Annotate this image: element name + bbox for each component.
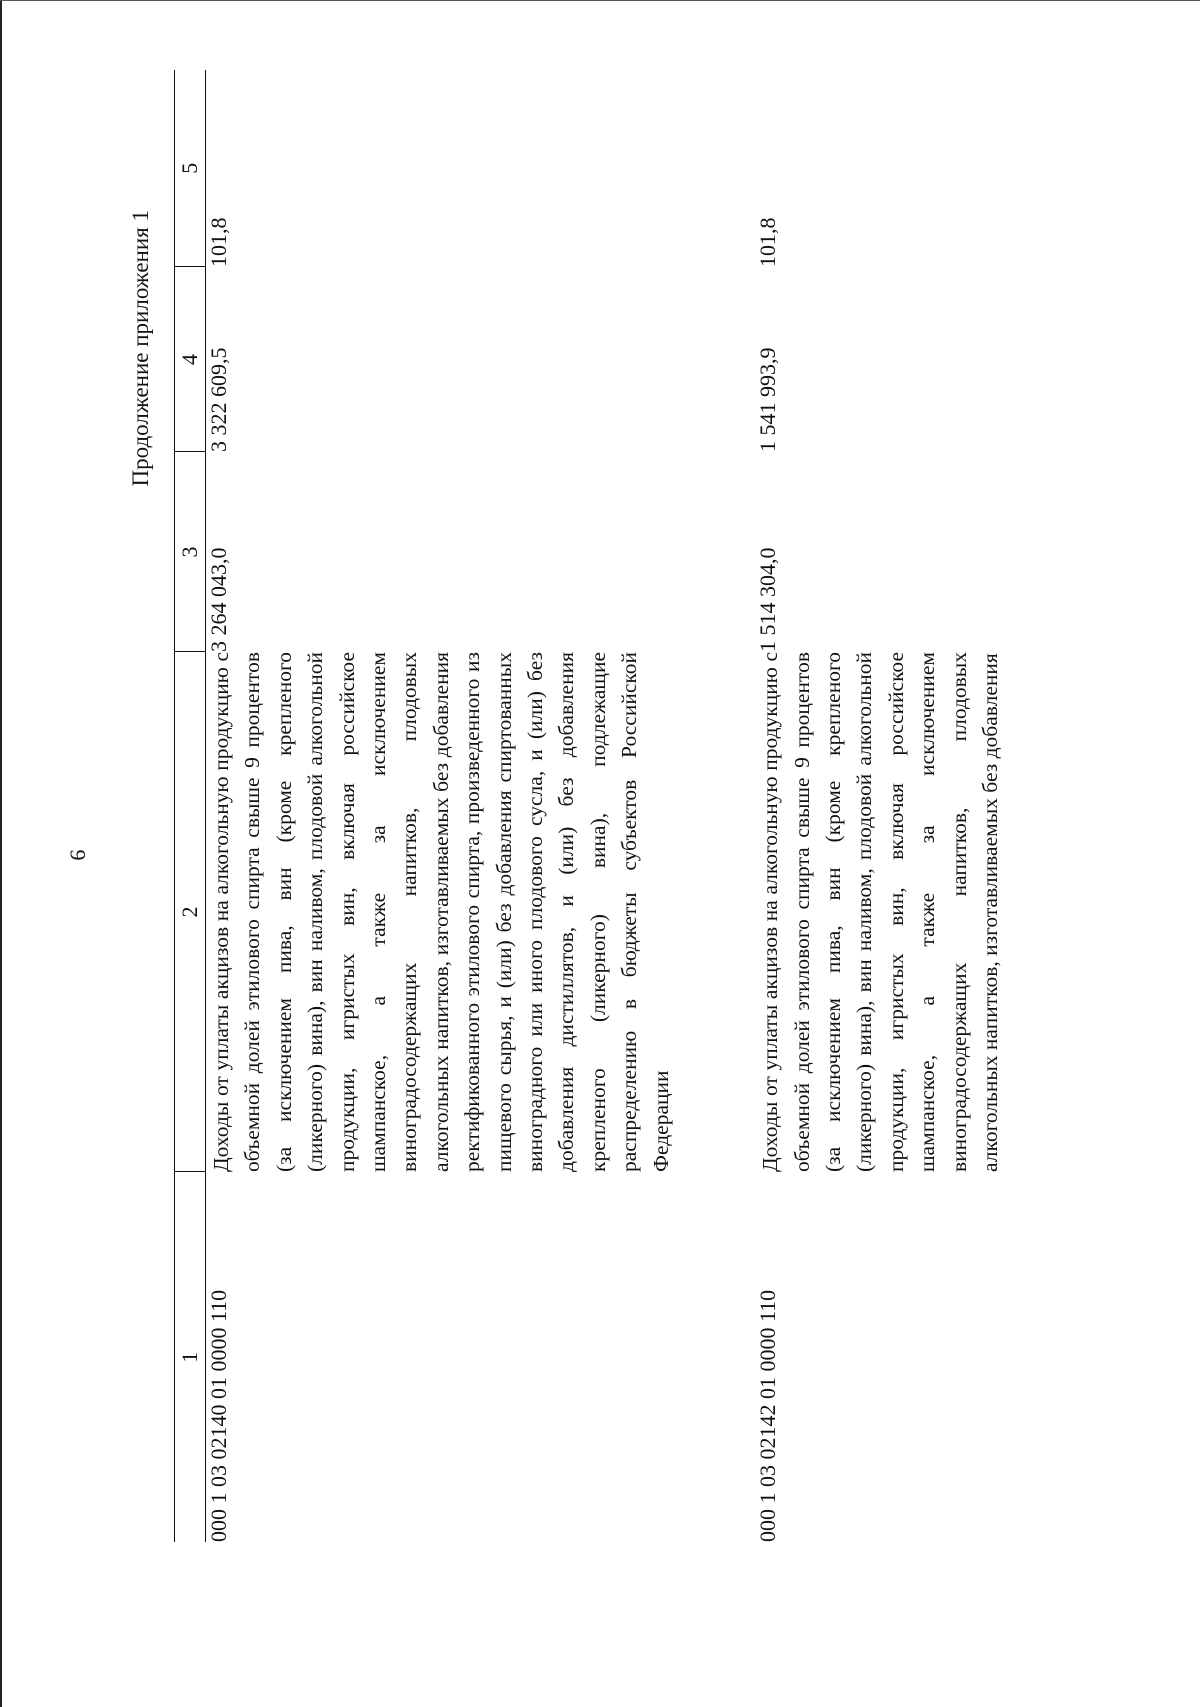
table-header-row: [175, 70, 206, 1542]
budget-code: 000 1 03 02142 01 0000 110: [755, 1289, 781, 1542]
row-spacer: [677, 70, 755, 1542]
value-col-4: 1 541 993,9: [755, 347, 781, 452]
value-col-3: 3 264 043,0: [206, 547, 231, 652]
appendix-caption: Продолжение приложения 1: [128, 210, 153, 487]
scan-edge-left: [0, 0, 2, 1707]
row-description-cell: [206, 652, 678, 1172]
value-col-4: 3 322 609,5: [206, 347, 231, 452]
budget-table: [174, 70, 1002, 1542]
header-col-5: 5: [175, 70, 206, 267]
header-col-3: 3: [175, 452, 206, 652]
value-col-3: 1 514 304,0: [755, 547, 781, 652]
header-col-4: 4: [175, 267, 206, 452]
budget-code: 000 1 03 02140 01 0000 110: [206, 1289, 231, 1542]
document-sheet: [128, 80, 1128, 1620]
page-number: 9: [65, 849, 91, 861]
value-col-5: 101,8: [206, 217, 231, 267]
header-col-2: 2: [175, 652, 206, 1172]
row-description: Доходы от уплаты акцизов на алкогольную продукцию с объемной долей этилового спирта свыше 9 процентов (за исключением пива, вин (кроме крепленого (ликерного) вина), вин наливом, плодовой алкогольной продукции, игристых вин, включая российское шампанское, а также за исключением виноградосодержащих напитков, плодовых алкогольных напитков, изготавливаемых без добавления: [758, 652, 1002, 1172]
header-col-1: 1: [175, 1172, 206, 1542]
row-description: Доходы от уплаты акцизов на алкогольную продукцию с объемной долей этилового спирта свыше 9 процентов (за исключением пива, вин (кроме крепленого (ликерного) вина), вин наливом, плодовой алкогольной продукции, игристых вин, включая российское шампанское, а также за исключением виноградосодержащих напитков, плодовых алкогольных напитков, изготавливаемых без добавления ректификованного этилового спирта, произведенного из пищевого сырья, и (или) без добавления спиртованных виноградного или иного плодового сусла, и (или) без добавления дистиллятов, и (или) без добавления крепленого (ликерного) вина), подлежащие распределению в бюджеты субъектов Российской Федерации: [209, 652, 673, 1172]
scan-edge-top: [0, 0, 1200, 1]
value-col-5: 101,8: [755, 217, 781, 267]
table-row: [755, 70, 973, 1542]
row-description-cell: [755, 652, 1002, 1172]
table-row: [206, 70, 678, 1542]
